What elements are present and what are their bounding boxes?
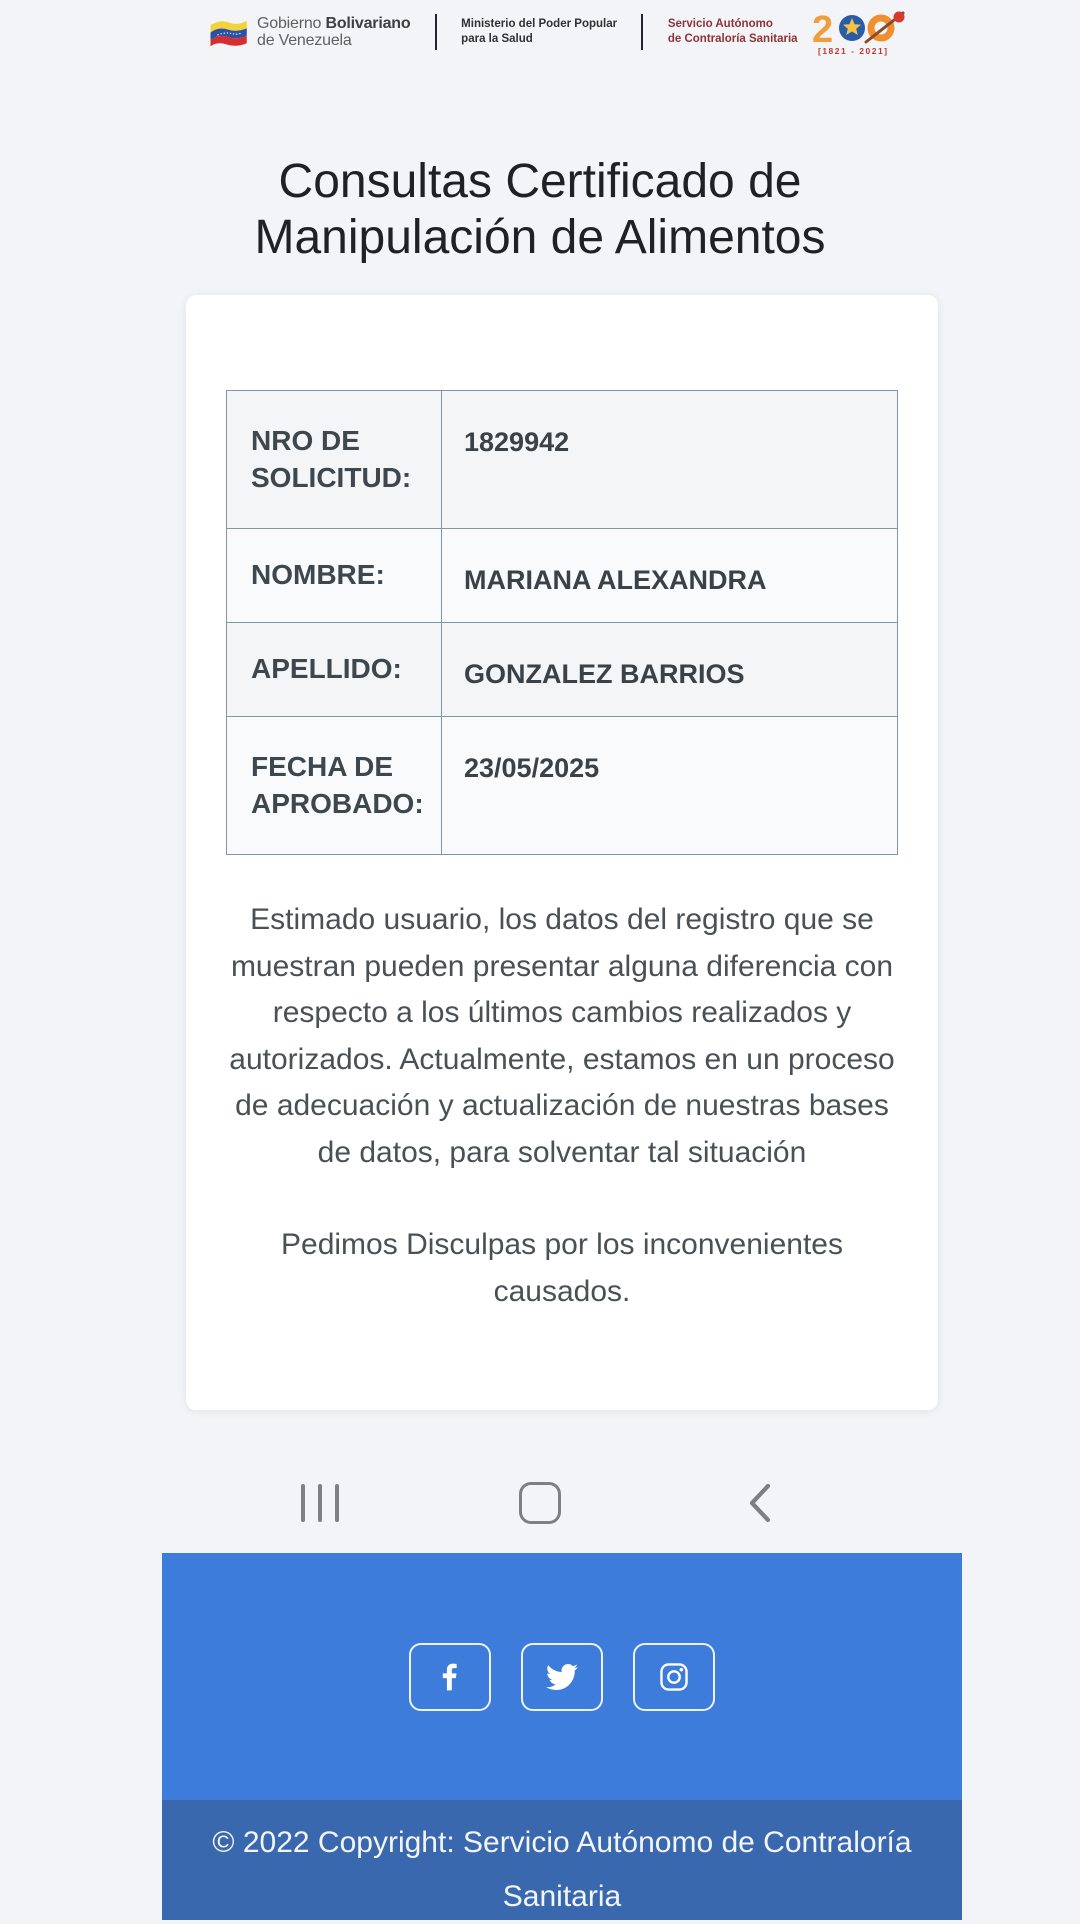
site-header bbox=[150, 0, 950, 58]
bicentennial-200-logo bbox=[810, 8, 910, 56]
table-row bbox=[227, 717, 898, 855]
row-value-nro-solicitud: 1829942 bbox=[442, 391, 898, 529]
ministry-line2-prefix: para la bbox=[461, 33, 499, 45]
row-value-fecha-aprobado: 23/05/2025 bbox=[442, 717, 898, 855]
gov-line2: de Venezuela bbox=[257, 32, 352, 49]
row-label-fecha-aprobado: FECHA DE APROBADO: bbox=[227, 717, 442, 855]
copyright-text: © 2022 Copyright: Servicio Autónomo de Contraloría Sanitaria bbox=[162, 1800, 962, 1920]
sanitary-line1: Servicio Autónomo bbox=[667, 18, 773, 31]
facebook-icon bbox=[434, 1661, 466, 1693]
apology-paragraph: Pedimos Disculpas por los inconvenientes causados. bbox=[281, 1228, 843, 1308]
home-icon[interactable] bbox=[514, 1477, 566, 1529]
row-label-nombre: NOMBRE: bbox=[227, 529, 442, 623]
sanitary-service-logo-text bbox=[668, 17, 798, 47]
ministry-line2-bold: Salud bbox=[501, 33, 533, 45]
page-footer bbox=[162, 1553, 962, 1920]
bicentennial-number: 2 bbox=[811, 9, 834, 51]
venezuela-flag-icon bbox=[208, 17, 248, 47]
back-icon[interactable] bbox=[734, 1477, 786, 1529]
government-logo-group bbox=[208, 15, 410, 50]
record-table bbox=[226, 390, 898, 855]
header-divider-2 bbox=[641, 14, 643, 50]
row-value-apellido: GONZALEZ BARRIOS bbox=[442, 623, 898, 717]
ministry-line1: Ministerio del Poder Popular bbox=[461, 18, 618, 31]
table-row bbox=[227, 529, 898, 623]
recents-icon[interactable] bbox=[294, 1477, 346, 1529]
twitter-icon bbox=[546, 1661, 578, 1693]
government-logo-text bbox=[257, 15, 410, 50]
result-card bbox=[186, 295, 938, 1410]
twitter-button[interactable] bbox=[521, 1643, 603, 1711]
gov-word-bold: Bolivariano bbox=[325, 14, 411, 32]
row-label-nro-solicitud: NRO DE SOLICITUD: bbox=[227, 391, 442, 529]
instagram-icon bbox=[658, 1661, 690, 1693]
notice-paragraph: Estimado usuario, los datos del registro que se muestran pueden presentar alguna diferencia con respecto a los últimos cambios realizados y autorizados. Actualmente, estamos en un proceso de adecuación y actualización de nuestras bases de datos, para solventar tal situación bbox=[229, 903, 895, 1169]
header-divider bbox=[435, 14, 437, 50]
row-value-nombre: MARIANA ALEXANDRA bbox=[442, 529, 898, 623]
sanitary-line2: de Contraloría Sanitaria bbox=[667, 33, 798, 45]
facebook-button[interactable] bbox=[409, 1643, 491, 1711]
ministry-logo-text bbox=[461, 17, 617, 47]
table-row bbox=[227, 391, 898, 529]
gov-word-normal: Gobierno bbox=[257, 14, 322, 32]
page-title: Consultas Certificado de Manipulación de Alimentos bbox=[254, 155, 826, 264]
android-navigation-bar bbox=[140, 1468, 940, 1538]
row-label-apellido: APELLIDO: bbox=[227, 623, 442, 717]
table-row bbox=[227, 623, 898, 717]
footer-social-section bbox=[162, 1553, 962, 1800]
bicentennial-years: [1821 - 2021] bbox=[817, 46, 889, 56]
instagram-button[interactable] bbox=[633, 1643, 715, 1711]
